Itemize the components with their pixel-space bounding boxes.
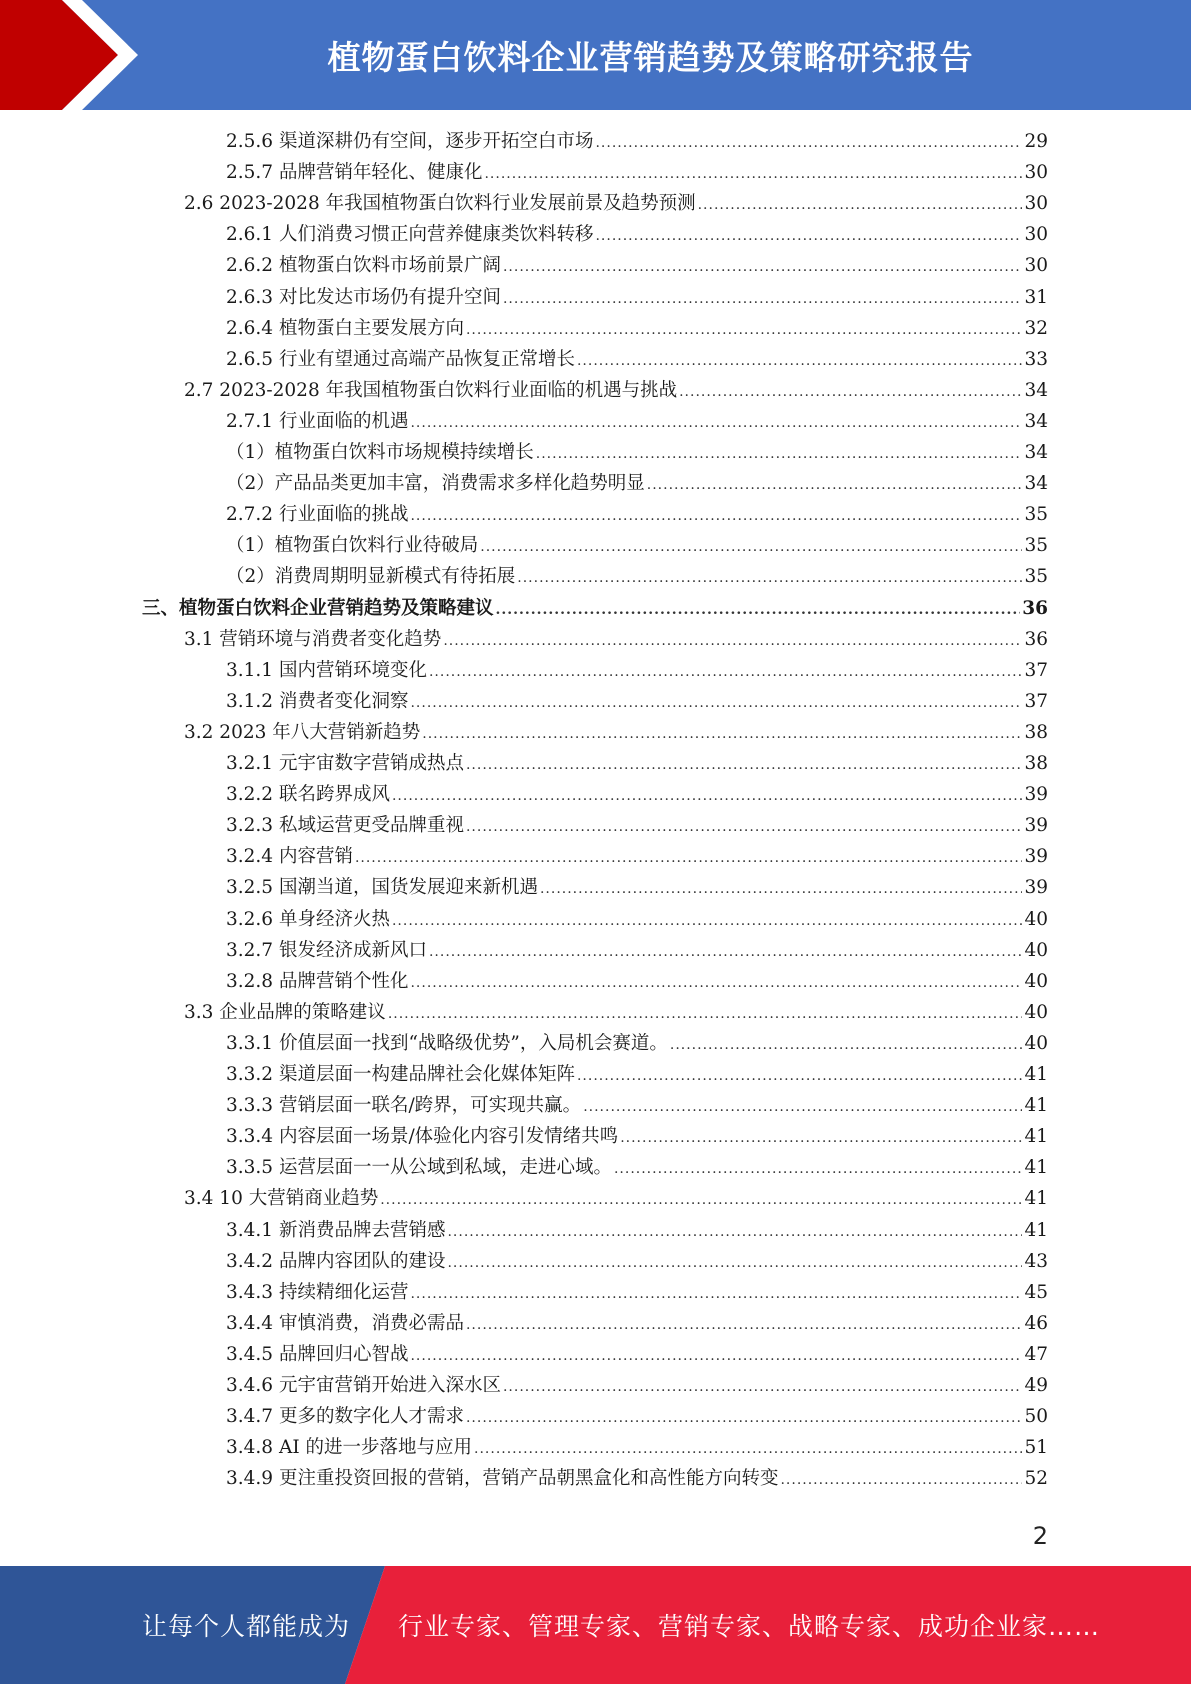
page-number: 2 (1032, 1522, 1048, 1550)
toc-entry-label: 3.2.1 元宇宙数字营销成热点 (226, 753, 464, 774)
toc-entry-label: 3.4 10 大营销商业趋势 (184, 1188, 379, 1210)
toc-entry[interactable] (226, 810, 1048, 841)
toc-entry-label: 3.2.3 私域运营更受品牌重视 (226, 815, 464, 837)
footer-slogan-left: 让每个人都能成为 (142, 1612, 351, 1641)
toc-entry-label: 2.6.3 对比发达市场仍有提升空间 (226, 286, 501, 308)
toc-entry-page: 30 (1024, 224, 1048, 246)
toc-entry-page: 43 (1024, 1250, 1048, 1272)
toc-entry-label: 3.1 营销环境与消费者变化趋势 (184, 628, 442, 650)
toc-dot-leader (410, 688, 1022, 719)
toc-dot-leader (380, 1185, 1022, 1216)
toc-entry-label: 2.5.7 品牌营销年轻化、健康化 (226, 162, 483, 184)
toc-entry-page: 35 (1024, 504, 1048, 526)
toc-entry-label: 3.2.8 品牌营销个性化 (226, 970, 409, 992)
toc-dot-leader (466, 1310, 1022, 1341)
toc-entry-page: 34 (1024, 442, 1048, 463)
toc-entry-label: （2）消费周期明显新模式有待拓展 (226, 566, 516, 588)
toc-entry-page: 39 (1024, 784, 1048, 806)
toc-entry[interactable] (226, 966, 1048, 997)
toc-dot-leader (466, 750, 1022, 781)
toc-dot-leader (447, 1217, 1022, 1248)
toc-entry[interactable] (226, 313, 1048, 344)
toc-entry-page: 40 (1024, 1032, 1048, 1054)
toc-entry-label: 3.3.3 营销层面一联名/跨界，可实现共赢。 (226, 1095, 582, 1117)
toc-entry-label: 2.5.6 渠道深耕仍有空间，逐步开拓空白市场 (226, 131, 594, 152)
toc-dot-leader (429, 657, 1022, 688)
toc-dot-leader (496, 595, 1021, 626)
toc-entry[interactable] (184, 997, 1048, 1028)
toc-entry[interactable] (226, 1370, 1048, 1401)
toc-entry-label: 3.2.5 国潮当道，国货发展迎来新机遇 (226, 877, 538, 899)
toc-entry-page: 41 (1024, 1095, 1048, 1117)
toc-entry-page: 30 (1024, 162, 1048, 184)
toc-entry-page: 49 (1024, 1375, 1048, 1396)
toc-entry[interactable] (226, 1432, 1048, 1463)
toc-dot-leader (443, 626, 1022, 657)
toc-entry-page: 41 (1024, 1064, 1048, 1085)
toc-entry[interactable] (184, 624, 1048, 655)
toc-dot-leader (422, 719, 1022, 750)
toc-entry-label: 3.4.7 更多的数字化人才需求 (226, 1406, 464, 1428)
toc-entry-label: 3.2.7 银发经济成新风口 (226, 939, 427, 961)
toc-entry-label: （2）产品品类更加丰富，消费需求多样化趋势明显 (226, 473, 645, 495)
toc-entry-label: 3.2.4 内容营销 (226, 846, 353, 868)
toc-entry[interactable] (226, 437, 1048, 468)
toc-dot-leader (466, 315, 1022, 346)
toc-entry-label: 2.6.1 人们消费习惯正向营养健康类饮料转移 (226, 224, 594, 246)
toc-dot-leader (484, 159, 1022, 190)
toc-dot-leader (536, 439, 1023, 470)
toc-dot-leader (595, 221, 1022, 252)
toc-dot-leader (577, 346, 1022, 377)
toc-entry-page: 46 (1024, 1312, 1048, 1334)
toc-entry-page: 41 (1024, 1219, 1048, 1241)
toc-dot-leader (679, 377, 1022, 408)
toc-dot-leader (466, 812, 1022, 843)
toc-entry[interactable] (184, 375, 1048, 406)
toc-entry-label: 3.1.2 消费者变化洞察 (226, 690, 409, 712)
toc-dot-leader (647, 470, 1023, 501)
toc-entry-page: 37 (1024, 659, 1048, 681)
toc-entry[interactable] (226, 1215, 1048, 1246)
toc-entry-page: 34 (1024, 473, 1048, 495)
toc-entry[interactable] (226, 1339, 1048, 1370)
toc-entry-page: 39 (1024, 815, 1048, 837)
toc-entry-label: 3.4.1 新消费品牌去营销感 (226, 1219, 446, 1241)
toc-entry-label: 3.4.5 品牌回归心智战 (226, 1343, 409, 1365)
toc-dot-leader (466, 1403, 1022, 1434)
toc-entry-label: 3.2.2 联名跨界成风 (226, 784, 390, 806)
toc-entry-page: 35 (1024, 535, 1048, 557)
toc-entry-page: 40 (1024, 1001, 1048, 1023)
toc-entry[interactable] (226, 219, 1048, 250)
report-title: 植物蛋白饮料企业营销趋势及策略研究报告 (327, 37, 974, 77)
toc-entry[interactable] (226, 250, 1048, 281)
toc-entry[interactable] (226, 779, 1048, 810)
toc-entry-page: 33 (1024, 348, 1048, 370)
toc-entry-page: 38 (1024, 753, 1048, 774)
toc-dot-leader (392, 781, 1022, 812)
toc-entry-label: 3.2.6 单身经济火热 (226, 908, 390, 930)
toc-dot-leader (595, 128, 1022, 159)
toc-entry-label: 3.4.9 更注重投资回报的营销，营销产品朝黑盒化和高性能方向转变 (226, 1468, 779, 1490)
toc-entry-label: 2.6.4 植物蛋白主要发展方向 (226, 317, 464, 339)
toc-entry-page: 39 (1024, 846, 1048, 868)
toc-entry[interactable] (226, 126, 1048, 157)
toc-dot-leader (474, 1434, 1022, 1465)
toc-entry[interactable] (226, 561, 1048, 592)
toc-entry-page: 37 (1024, 690, 1048, 712)
page-footer (0, 1566, 1191, 1684)
page-header (0, 0, 1191, 110)
toc-dot-leader (447, 1248, 1022, 1279)
toc-dot-leader (517, 563, 1022, 594)
toc-entry[interactable] (226, 841, 1048, 872)
toc-entry-label: 3.2 2023 年八大营销新趋势 (184, 721, 421, 743)
toc-dot-leader (410, 408, 1022, 439)
toc-dot-leader (410, 1279, 1022, 1310)
toc-entry[interactable] (226, 499, 1048, 530)
toc-entry[interactable] (226, 655, 1048, 686)
toc-dot-leader (392, 906, 1022, 937)
toc-entry[interactable] (184, 717, 1048, 748)
toc-entry-page: 41 (1024, 1188, 1048, 1210)
toc-entry-label: 2.6 2023-2028 年我国植物蛋白饮料行业发展前景及趋势预测 (184, 193, 696, 215)
toc-entry[interactable] (226, 344, 1048, 375)
toc-dot-leader (429, 937, 1022, 968)
toc-entry-page: 40 (1024, 939, 1048, 961)
toc-dot-leader (614, 1154, 1022, 1185)
toc-entry-page: 32 (1024, 317, 1048, 339)
toc-entry-page: 34 (1024, 410, 1048, 432)
toc-dot-leader (780, 1465, 1022, 1496)
toc-entry[interactable] (184, 1183, 1048, 1214)
toc-entry-label: 3.3.2 渠道层面一构建品牌社会化媒体矩阵 (226, 1064, 575, 1085)
toc-entry-page: 29 (1024, 131, 1048, 152)
toc-dot-leader (410, 1341, 1022, 1372)
toc-entry-page: 36 (1022, 597, 1048, 619)
toc-entry-label: （1）植物蛋白饮料市场规模持续增长 (226, 442, 534, 463)
toc-entry[interactable] (226, 872, 1048, 903)
toc-entry-label: 2.7.1 行业面临的机遇 (226, 410, 409, 432)
toc-entry-page: 35 (1024, 566, 1048, 588)
toc-entry[interactable] (226, 1059, 1048, 1090)
toc-entry[interactable] (226, 1121, 1048, 1152)
toc-entry-page: 38 (1024, 721, 1048, 743)
toc-entry[interactable] (226, 1463, 1048, 1494)
toc-entry[interactable] (226, 406, 1048, 437)
toc-entry[interactable] (226, 904, 1048, 935)
footer-slogan-right: 行业专家、管理专家、营销专家、战略专家、成功企业家…… (398, 1612, 1101, 1641)
toc-entry[interactable] (226, 530, 1048, 561)
toc-entry-label: 2.7 2023-2028 年我国植物蛋白饮料行业面临的机遇与挑战 (184, 379, 678, 401)
toc-entry-label: 3.4.8 AI 的进一步落地与应用 (226, 1437, 473, 1459)
toc-entry-label: （1）植物蛋白饮料行业待破局 (226, 535, 479, 557)
toc-entry-label: 2.6.2 植物蛋白饮料市场前景广阔 (226, 255, 501, 277)
toc-entry-page: 30 (1024, 255, 1048, 277)
toc-dot-leader (670, 1030, 1023, 1061)
toc-entry[interactable] (226, 686, 1048, 717)
toc-entry-page: 40 (1024, 908, 1048, 930)
toc-entry[interactable] (142, 593, 1048, 624)
toc-entry-page: 30 (1024, 193, 1048, 215)
toc-dot-leader (410, 968, 1022, 999)
toc-entry-label: 2.6.5 行业有望通过高端产品恢复正常增长 (226, 348, 575, 370)
toc-entry[interactable] (226, 468, 1048, 499)
toc-dot-leader (503, 252, 1022, 283)
toc-entry[interactable] (226, 157, 1048, 188)
toc-entry-page: 52 (1024, 1468, 1048, 1490)
red-chevron-decoration (0, 0, 150, 110)
toc-entry[interactable] (226, 1401, 1048, 1432)
toc-entry-page: 40 (1024, 970, 1048, 992)
toc-entry[interactable] (226, 1308, 1048, 1339)
toc-entry-label: 3.3.4 内容层面一场景/体验化内容引发情绪共鸣 (226, 1126, 619, 1148)
toc-entry-page: 41 (1024, 1126, 1048, 1148)
toc-entry-page: 34 (1024, 379, 1048, 401)
toc-entry-label: 3.3.5 运营层面一一从公域到私域，走进心域。 (226, 1157, 612, 1179)
toc-entry-label: 三、植物蛋白饮料企业营销趋势及策略建议 (142, 597, 494, 619)
toc-dot-leader (410, 501, 1022, 532)
toc-entry-page: 39 (1024, 877, 1048, 899)
toc-dot-leader (503, 1372, 1022, 1403)
toc-entry-label: 3.3 企业品牌的策略建议 (184, 1001, 386, 1023)
toc-entry[interactable] (226, 282, 1048, 313)
toc-entry-page: 31 (1024, 286, 1048, 308)
toc-entry[interactable] (226, 1152, 1048, 1183)
toc-dot-leader (577, 1061, 1022, 1092)
toc-entry-label: 3.4.4 审慎消费，消费必需品 (226, 1312, 464, 1334)
toc-entry-page: 45 (1024, 1281, 1048, 1303)
toc-dot-leader (620, 1123, 1022, 1154)
toc-entry-label: 3.4.6 元宇宙营销开始进入深水区 (226, 1375, 501, 1396)
toc-entry[interactable] (226, 1090, 1048, 1121)
toc-entry-label: 3.1.1 国内营销环境变化 (226, 659, 427, 681)
toc-entry[interactable] (226, 1277, 1048, 1308)
toc-entry-page: 41 (1024, 1157, 1048, 1179)
toc-dot-leader (480, 532, 1022, 563)
toc-dot-leader (503, 284, 1022, 315)
toc-entry[interactable] (226, 1246, 1048, 1277)
toc-dot-leader (388, 999, 1023, 1030)
toc-entry[interactable] (226, 1028, 1048, 1059)
toc-entry-label: 2.7.2 行业面临的挑战 (226, 504, 409, 526)
toc-entry-label: 3.4.2 品牌内容团队的建设 (226, 1250, 446, 1272)
toc-dot-leader (355, 843, 1023, 874)
toc-entry[interactable] (184, 188, 1048, 219)
toc-entry[interactable] (226, 935, 1048, 966)
toc-dot-leader (540, 874, 1022, 905)
toc-entry-page: 51 (1024, 1437, 1048, 1459)
toc-dot-leader (698, 190, 1023, 221)
toc-entry[interactable] (226, 748, 1048, 779)
toc-entry-page: 50 (1024, 1406, 1048, 1428)
toc-entry-label: 3.4.3 持续精细化运营 (226, 1281, 409, 1303)
toc-dot-leader (583, 1092, 1022, 1123)
toc-entry-label: 3.3.1 价值层面一找到“战略级优势”，入局机会赛道。 (226, 1032, 668, 1054)
toc-entry-page: 47 (1024, 1343, 1048, 1365)
toc-entry-page: 36 (1024, 628, 1048, 650)
